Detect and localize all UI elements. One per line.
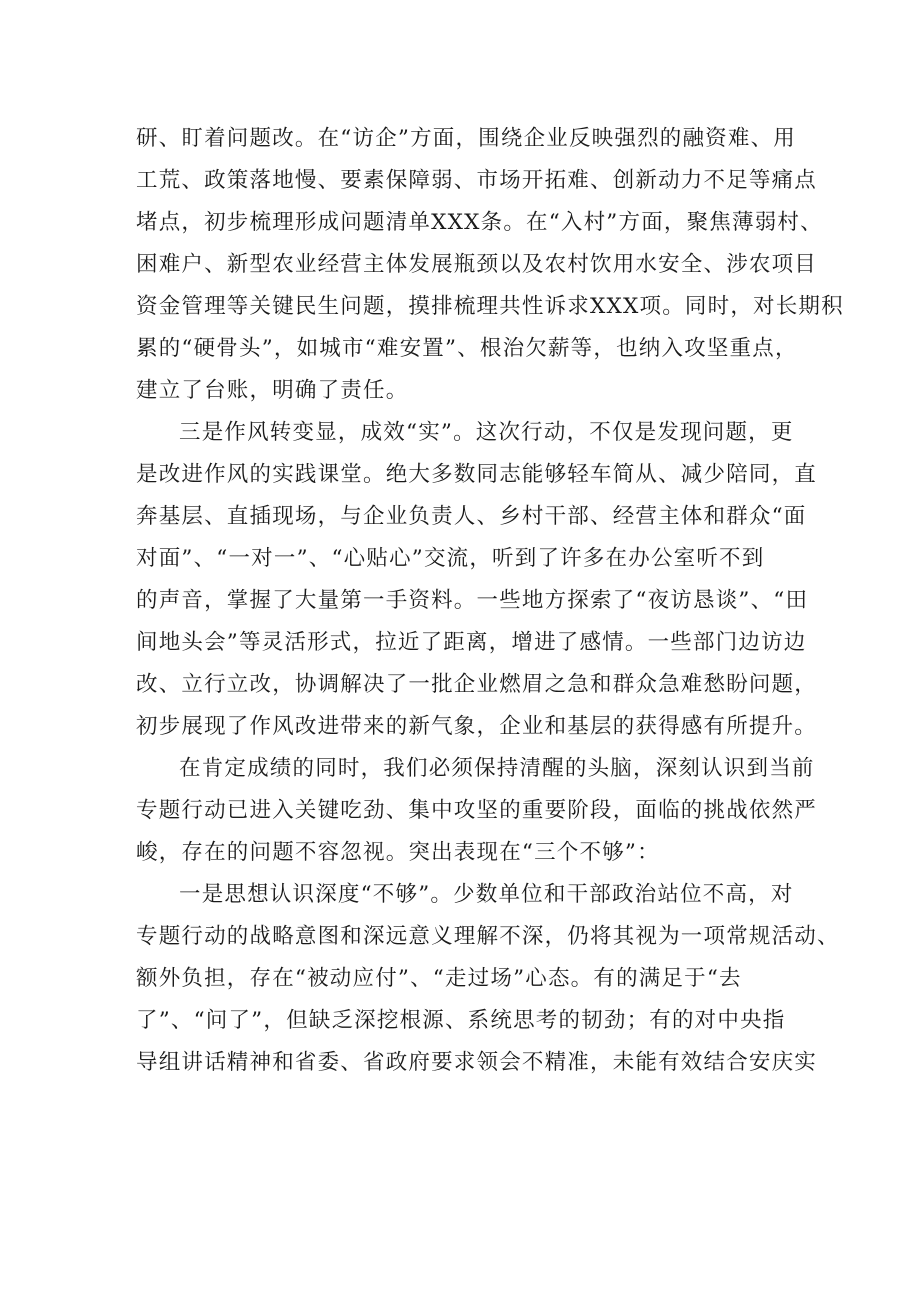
text-line: 研、盯着问题改。在“访企”方面，围绕企业反映强烈的融资难、用 [136, 126, 796, 151]
document-page [136, 118, 844, 1084]
text-line: 导组讲话精神和省委、省政府要求领会不精准，未能有效结合安庆实 [136, 1050, 818, 1075]
text-line: 奔基层、直插现场，与企业负责人、乡村干部、经营主体和群众“面 [136, 504, 807, 529]
text-line: 对面”、“一对一”、“心贴心”交流，听到了许多在办公室听不到 [136, 546, 765, 571]
text-line: 建立了台账，明确了责任。 [136, 378, 409, 403]
paragraph-issue-list [136, 118, 844, 412]
text-line: 间地头会”等灵活形式，拉近了距离，增进了感情。一些部门边访边 [136, 630, 807, 655]
text-line: 堵点，初步梳理形成问题清单XXX条。在“入村”方面，聚焦薄弱村、 [136, 210, 823, 235]
text-line: 额外负担，存在“被动应付”、“走过场”心态。有的满足于“去 [136, 966, 742, 991]
text-line: 初步展现了作风改进带来的新气象，企业和基层的获得感有所提升。 [136, 714, 818, 739]
text-line: 三是作风转变显，成效“实”。这次行动，不仅是发现问题，更 [179, 420, 794, 445]
paragraph-awareness [136, 874, 840, 1084]
text-line: 了”、“问了”，但缺乏深挖根源、系统思考的韧劲；有的对中央指 [136, 1008, 786, 1033]
text-line: 改、立行立改，协调解决了一批企业燃眉之急和群众急难愁盼问题， [136, 672, 818, 697]
text-line: 专题行动已进入关键吃劲、集中攻坚的重要阶段，面临的挑战依然严 [136, 798, 818, 823]
text-line: 一是思想认识深度“不够”。少数单位和干部政治站位不高，对 [179, 882, 794, 907]
text-line: 资金管理等关键民生问题，摸排梳理共性诉求XXX项。同时，对长期积 [136, 294, 844, 319]
text-line: 峻，存在的问题不容忽视。突出表现在“三个不够”： [136, 840, 660, 865]
text-line: 困难户、新型农业经营主体发展瓶颈以及农村饮用水安全、涉农项目 [136, 252, 818, 277]
paragraph-challenges [136, 748, 818, 874]
text-line: 的声音，掌握了大量第一手资料。一些地方探索了“夜访恳谈”、“田 [136, 588, 809, 613]
text-line: 在肯定成绩的同时，我们必须保持清醒的头脑，深刻认识到当前 [179, 756, 815, 781]
text-line: 工荒、政策落地慢、要素保障弱、市场开拓难、创新动力不足等痛点 [136, 168, 818, 193]
paragraph-work-style [136, 412, 818, 748]
text-line: 累的“硬骨头”，如城市“难安置”、根治欠薪等，也纳入攻坚重点， [136, 336, 798, 361]
text-line: 专题行动的战略意图和深远意义理解不深，仍将其视为一项常规活动、 [136, 924, 840, 949]
text-line: 是改进作风的实践课堂。绝大多数同志能够轻车简从、减少陪同，直 [136, 462, 818, 487]
